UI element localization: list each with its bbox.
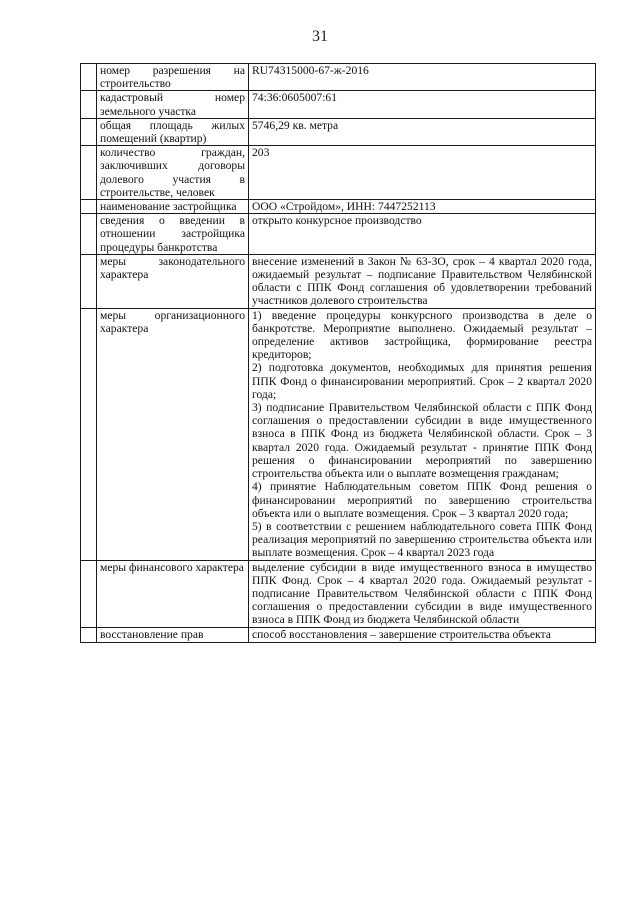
row-margin-cell — [81, 118, 97, 145]
table-row — [81, 91, 596, 118]
row-margin-cell — [81, 91, 97, 118]
row-value — [249, 254, 596, 308]
row-value — [249, 627, 596, 642]
value-paragraph: 2) подготовка документов, необходимых для принятия решения ППК Фонд о финансировании мероприятий. Срок – 2 квартал 2020 года; — [252, 361, 592, 401]
table-row — [81, 200, 596, 214]
table-row — [81, 627, 596, 642]
value-paragraph: 5) в соответствии с решением наблюдательного совета ППК Фонд реализация мероприятий по завершению строительства объекта или выплате возмещения. Срок – 4 квартал 2023 года — [252, 519, 592, 560]
value-paragraph: 3) подписание Правительством Челябинской области с ППК Фонд соглашения о предоставлении субсидии в виде имущественного взноса в ППК Фонд из бюджета Челябинской области. Срок – 3 квартал 2020 года. Ожидаемый результат - принятие ППК Фонд решения о финансировании мероприятий по завершению строительства объекта или о выплате возмещения гражданам; — [252, 401, 592, 481]
value-paragraph: способ восстановления – завершение строительства объекта — [252, 627, 551, 641]
row-value — [249, 200, 596, 214]
row-value — [249, 560, 596, 627]
row-margin-cell — [81, 146, 97, 200]
row-margin-cell — [81, 214, 97, 255]
row-value — [249, 214, 596, 255]
table-row — [81, 254, 596, 308]
row-margin-cell — [81, 627, 97, 642]
value-paragraph: ООО «Стройдом», ИНН: 7447252113 — [252, 200, 436, 214]
row-label: сведения о введении в отношении застройщика процедуры банкротства — [97, 214, 249, 255]
table-row — [81, 560, 596, 627]
value-paragraph: RU74315000-67-ж-2016 — [252, 64, 369, 77]
value-paragraph: 4) принятие Наблюдательным советом ППК Фонд решения о финансировании мероприятий по завершению строительства объекта или о выплате возмещения. Срок – 3 квартал 2020 года; — [252, 480, 592, 520]
table-row — [81, 214, 596, 255]
row-value — [249, 118, 596, 145]
row-label: количество граждан, заключивших договоры долевого участия в строительстве, человек — [97, 146, 249, 200]
row-label: кадастровый номер земельного участка — [97, 91, 249, 118]
row-margin-cell — [81, 254, 97, 308]
row-label: номер разрешения на строительство — [97, 64, 249, 91]
page-number: 31 — [312, 28, 328, 45]
row-label: меры финансового характера — [97, 560, 249, 627]
table-row — [81, 308, 596, 560]
row-margin-cell — [81, 200, 97, 214]
value-paragraph: внесение изменений в Закон № 63-ЗО, срок – 4 квартал 2020 года, ожидаемый результат – подписание Правительством Челябинской области с ППК Фонд соглашения об удовлетворении требований участников долевого строительства — [252, 254, 592, 308]
value-paragraph: 203 — [252, 146, 270, 160]
row-margin-cell — [81, 308, 97, 560]
value-paragraph: 74:36:0605007:61 — [252, 91, 338, 105]
row-value — [249, 308, 596, 560]
row-label: восстановление прав — [97, 627, 249, 642]
table-row — [81, 118, 596, 145]
row-value — [249, 91, 596, 118]
measures-table — [80, 63, 596, 643]
row-label: меры организационного характера — [97, 308, 249, 560]
row-value — [249, 64, 596, 91]
table-row — [81, 64, 596, 91]
row-label: наименование застройщика — [97, 200, 249, 214]
value-paragraph: 5746,29 кв. метра — [252, 118, 339, 132]
row-margin-cell — [81, 560, 97, 627]
row-label: меры законодательного характера — [97, 254, 249, 308]
value-paragraph: выделение субсидии в виде имущественного взноса в имущество ППК Фонд. Срок – 4 квартал 2020 года. Ожидаемый результат - подписание Правительством Челябинской области с ППК Фонд соглашения о предоставлении субсидии в виде имущественного взноса в ППК Фонд из бюджета Челябинской области — [252, 560, 592, 627]
row-label: общая площадь жилых помещений (квартир) — [97, 118, 249, 145]
table-row — [81, 146, 596, 200]
row-margin-cell — [81, 64, 97, 91]
row-value — [249, 146, 596, 200]
value-paragraph: открыто конкурсное производство — [252, 214, 422, 228]
value-paragraph: 1) введение процедуры конкурсного производства в деле о банкротстве. Мероприятие выполнено. Ожидаемый результат – определение активов застройщика, формирование реестра кредиторов; — [252, 308, 592, 362]
